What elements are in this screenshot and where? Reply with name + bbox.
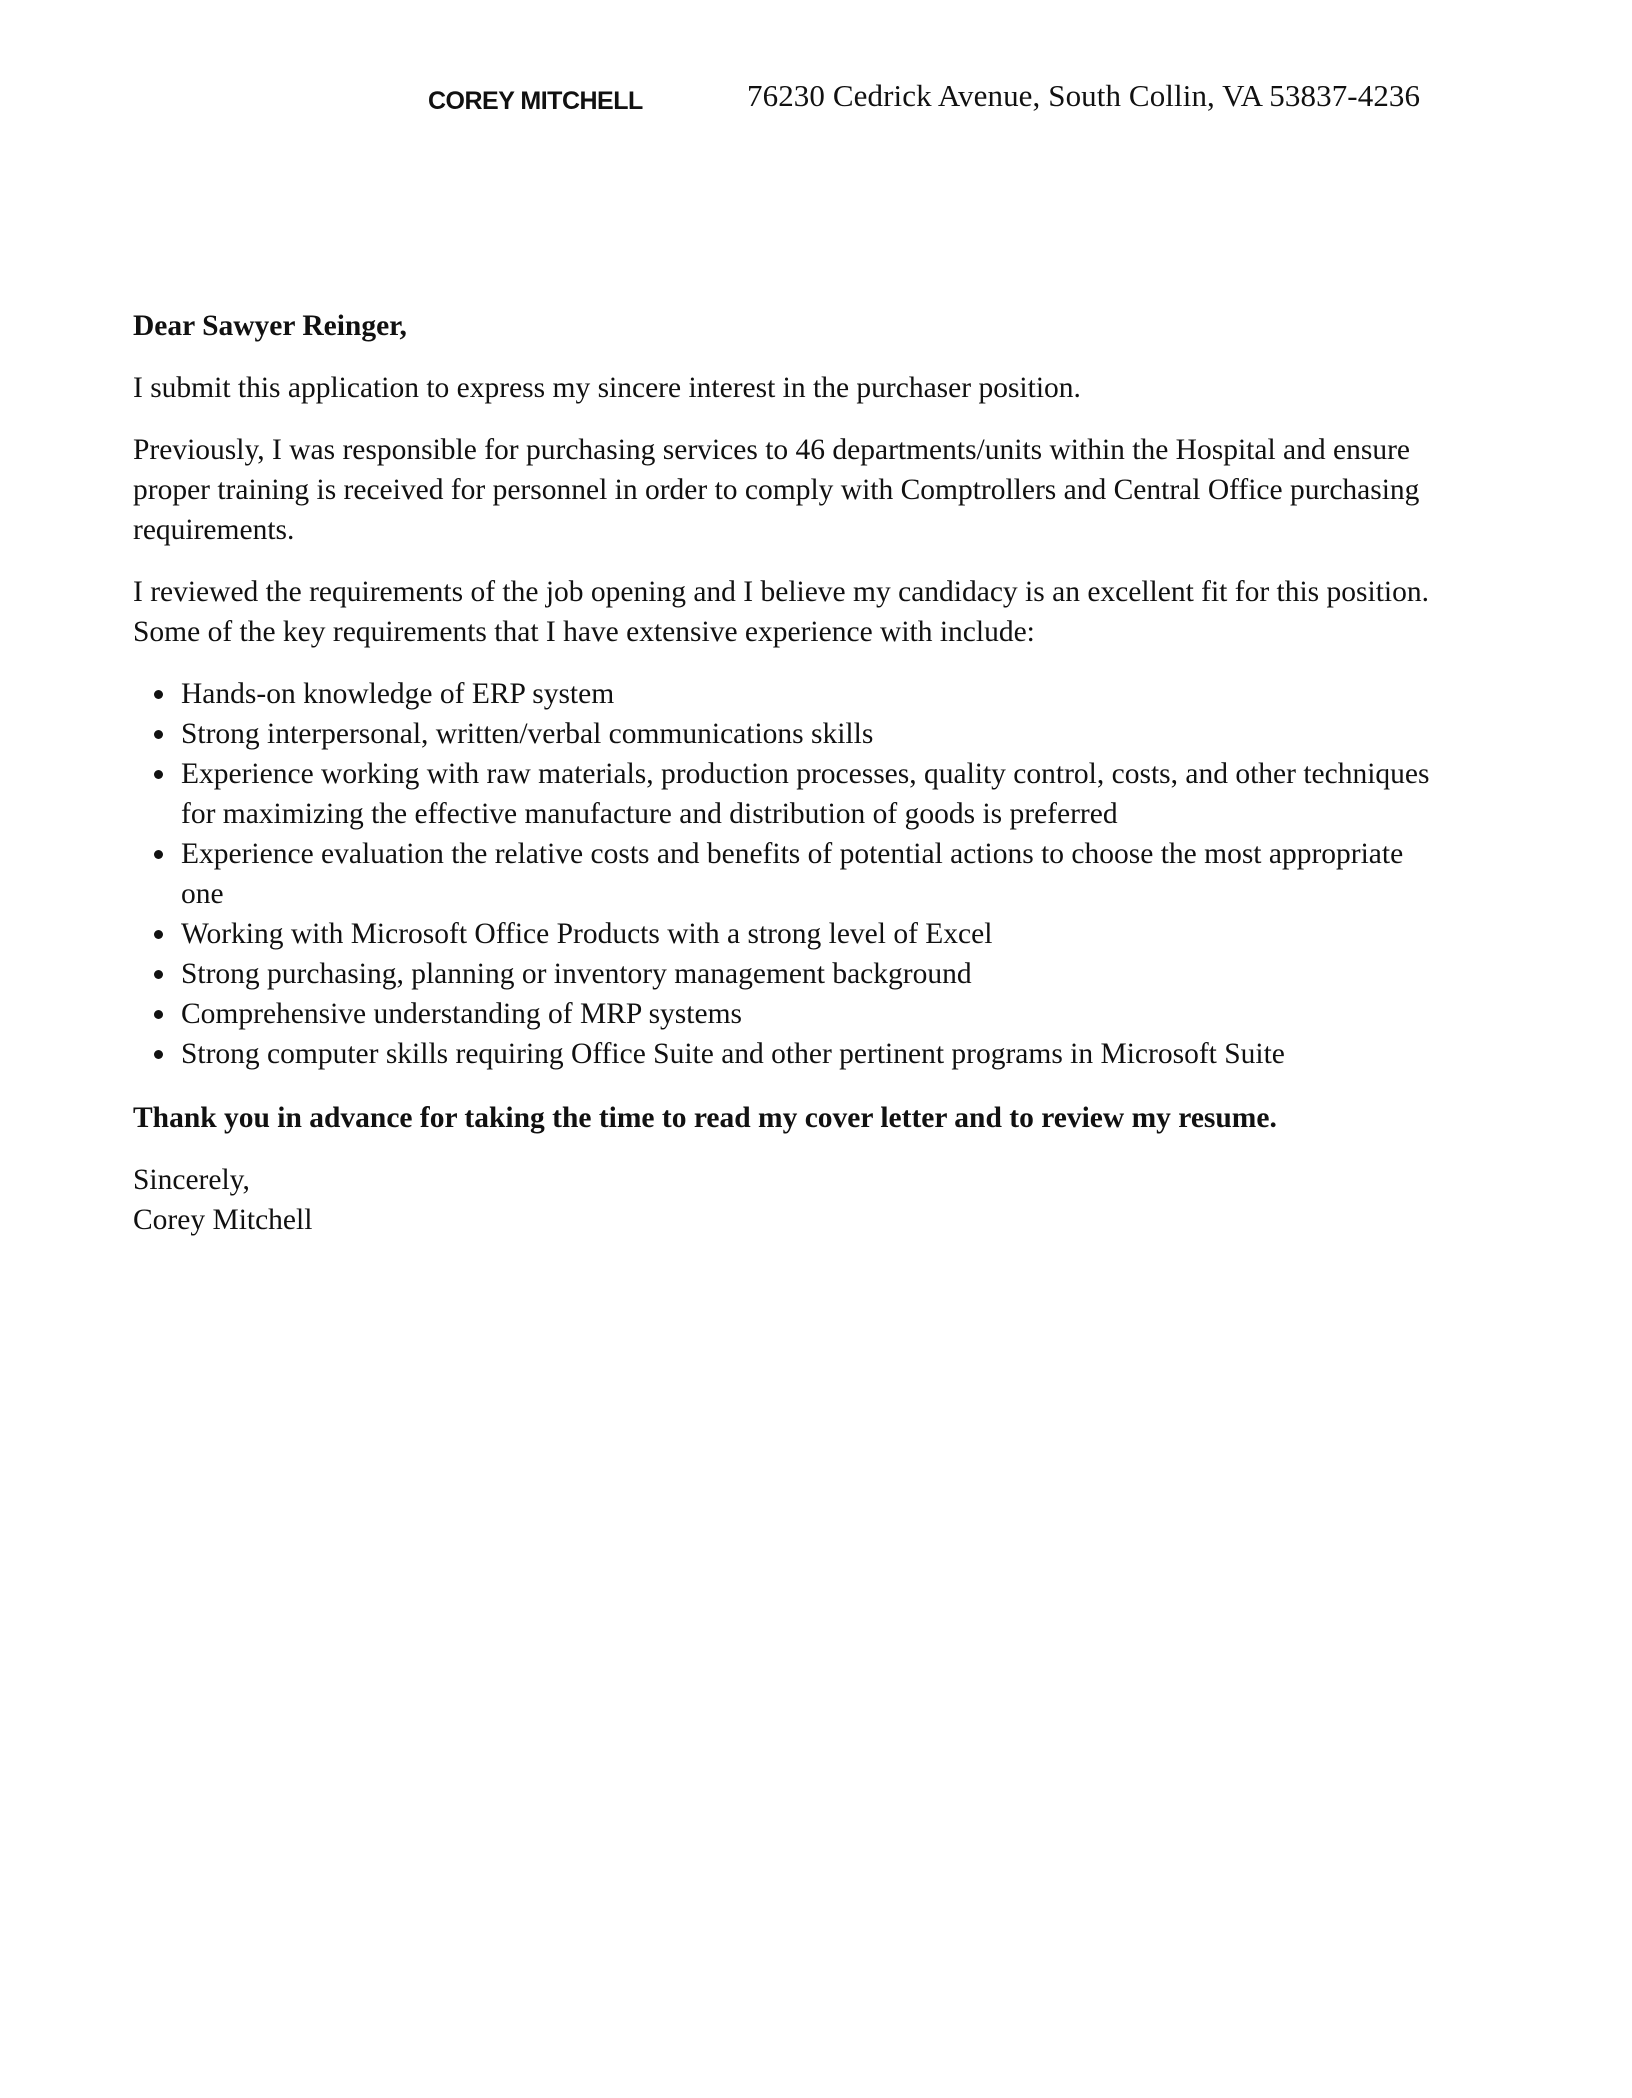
bullet-icon bbox=[154, 970, 163, 979]
letterhead bbox=[0, 78, 1632, 122]
requirements-list bbox=[133, 674, 1453, 1074]
sender-address: 76230 Cedrick Avenue, South Collin, VA 53837-4236 bbox=[747, 78, 1421, 113]
bullet-icon bbox=[154, 770, 163, 779]
signature-block bbox=[133, 1160, 1453, 1240]
list-item: Strong interpersonal, written/verbal communications skills bbox=[133, 714, 1453, 754]
list-item: Strong computer skills requiring Office Suite and other pertinent programs in Microsoft Suite bbox=[133, 1034, 1453, 1074]
list-item: Comprehensive understanding of MRP systems bbox=[133, 994, 1453, 1034]
signature-name: Corey Mitchell bbox=[133, 1204, 313, 1236]
bullet-icon bbox=[154, 850, 163, 859]
experience-paragraph: Previously, I was responsible for purchasing services to 46 departments/units within the Hospital and ensure proper training is received for personnel in order to comply with Comptrollers and Central Office purchasing requirements. bbox=[133, 434, 1420, 546]
bullet-icon bbox=[154, 1050, 163, 1059]
bullet-icon bbox=[154, 690, 163, 699]
list-item: Strong purchasing, planning or inventory management background bbox=[133, 954, 1453, 994]
list-item: Experience working with raw materials, production processes, quality control, costs, and other techniques for maximizing the effective manufacture and distribution of goods is preferred bbox=[133, 754, 1453, 834]
bullet-icon bbox=[154, 930, 163, 939]
sign-off: Sincerely, bbox=[133, 1164, 250, 1196]
requirements-intro-paragraph: I reviewed the requirements of the job opening and I believe my candidacy is an excellent fit for this position. Some of the key requirements that I have extensive experience with include: bbox=[133, 576, 1429, 648]
bullet-icon bbox=[154, 730, 163, 739]
list-item: Hands-on knowledge of ERP system bbox=[133, 674, 1453, 714]
bullet-icon bbox=[154, 1010, 163, 1019]
list-item: Experience evaluation the relative costs and benefits of potential actions to choose the most appropriate one bbox=[133, 834, 1453, 914]
list-item: Working with Microsoft Office Products with a strong level of Excel bbox=[133, 914, 1453, 954]
intro-paragraph: I submit this application to express my sincere interest in the purchaser position. bbox=[133, 372, 1081, 404]
letter-body bbox=[133, 306, 1453, 1240]
closing-statement: Thank you in advance for taking the time to read my cover letter and to review my resume. bbox=[133, 1102, 1277, 1134]
salutation: Dear Sawyer Reinger, bbox=[133, 310, 407, 342]
sender-name: COREY MITCHELL bbox=[428, 87, 643, 115]
